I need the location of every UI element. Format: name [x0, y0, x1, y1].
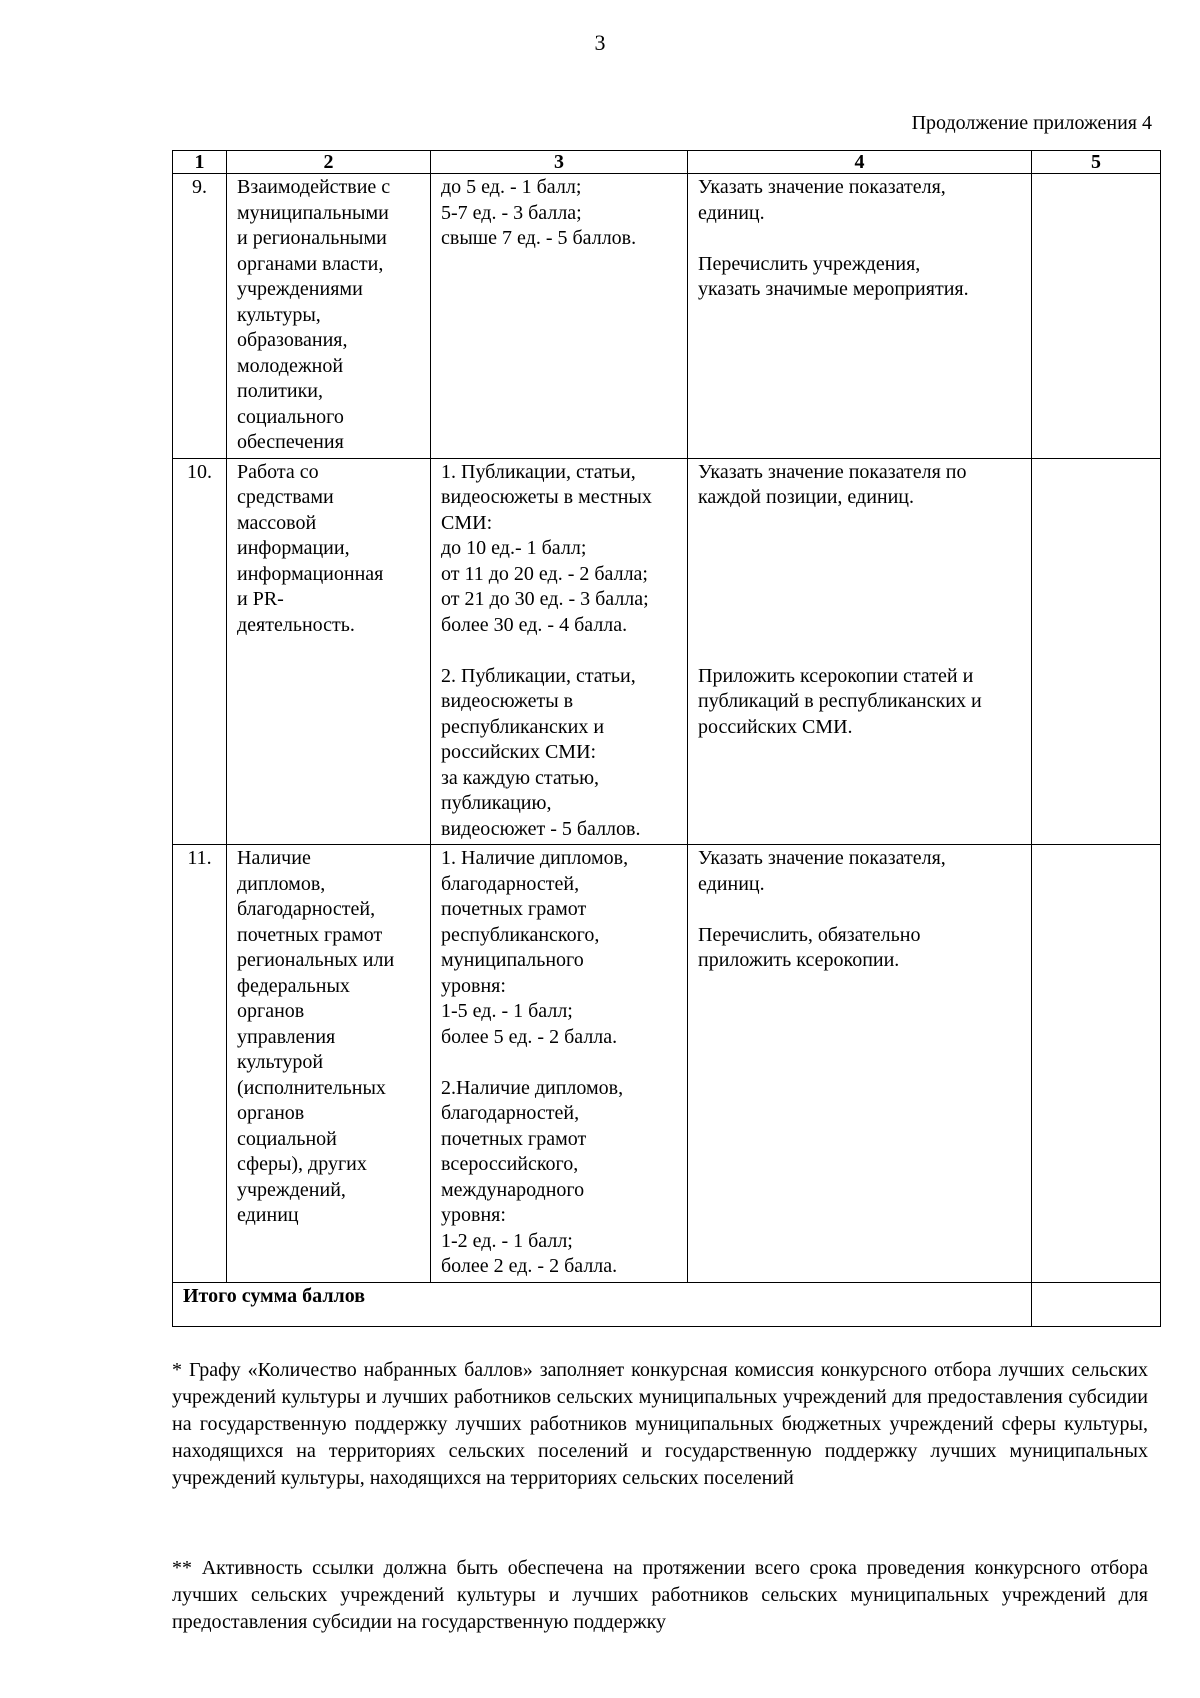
criterion-line: молодежной — [237, 354, 344, 377]
scoring-line: республиканских и — [441, 715, 605, 738]
criterion-line: управления — [237, 1025, 336, 1048]
instructions-line: указать значимые мероприятия. — [698, 278, 969, 300]
scoring-line: 2. Публикации, статьи, — [441, 664, 636, 687]
scoring-line: 5-7 ед. - 3 балла; — [441, 201, 582, 224]
scoring-line: уровня: — [441, 1204, 506, 1226]
criterion-line: образования, — [237, 329, 348, 351]
instructions-line: единиц. — [698, 872, 765, 895]
scoring-line: 1. Публикации, статьи, — [441, 460, 636, 483]
score-cell — [1032, 845, 1161, 1283]
line-gap — [698, 536, 1021, 562]
instructions-line: Указать значение показателя, — [698, 847, 946, 869]
criterion-line: Наличие — [237, 847, 311, 869]
criterion-line: единиц — [237, 1204, 299, 1226]
scoring-line: от 11 до 20 ед. - 2 балла; — [441, 562, 648, 585]
footnote-link-activity: ** Активность ссылки должна быть обеспечена на протяжении всего срока проведения конкурсного отбора лучших сельских учреждений культуры и лучших работников сельских муниципальных учреждений для предоставления субсидии на государственную поддержку — [172, 1557, 1148, 1633]
criterion-line: муниципальными — [237, 201, 389, 224]
instructions-cell — [688, 458, 1032, 845]
instructions-line: каждой позиции, единиц. — [698, 486, 915, 508]
instructions-line: Приложить ксерокопии статей и — [698, 664, 974, 687]
criterion-line: Работа со — [237, 460, 319, 483]
criterion-line: федеральных — [237, 974, 350, 997]
scoring-line: муниципального — [441, 949, 584, 971]
total-row — [173, 1282, 1161, 1326]
criterion-line: почетных грамот — [237, 923, 383, 946]
criterion-line: (исполнительных — [237, 1076, 386, 1099]
instructions-line: публикаций в республиканских и — [698, 690, 982, 712]
table-row — [173, 458, 1161, 845]
row-number: 11. — [173, 845, 227, 1283]
table-row — [173, 174, 1161, 459]
column-header: 3 — [431, 151, 688, 174]
scoring-line: более 2 ед. - 2 балла. — [441, 1255, 618, 1277]
row-number: 10. — [173, 458, 227, 845]
line-gap — [698, 562, 1021, 588]
scoring-line: уровня: — [441, 974, 506, 997]
instructions-line: Указать значение показателя по — [698, 460, 967, 483]
criterion-line: учреждениями — [237, 278, 363, 300]
page-number: 3 — [594, 30, 606, 55]
instructions-line: Перечислить, обязательно — [698, 923, 921, 946]
instructions-line: Указать значение показателя, — [698, 176, 946, 198]
scoring-line: СМИ: — [441, 511, 493, 534]
criterion-line: информационная — [237, 562, 384, 585]
scoring-line: благодарностей, — [441, 1102, 580, 1124]
line-gap — [441, 1050, 677, 1076]
criterion-line: органов — [237, 1102, 305, 1124]
criterion-line: региональных или — [237, 949, 395, 971]
criterion-line: политики, — [237, 380, 323, 402]
instructions-line: единиц. — [698, 201, 765, 224]
line-gap — [698, 638, 1021, 664]
score-cell — [1032, 458, 1161, 845]
scoring-line: более 5 ед. - 2 балла. — [441, 1025, 618, 1048]
scoring-line: 2.Наличие дипломов, — [441, 1076, 624, 1099]
scoring-line: 1-2 ед. - 1 балл; — [441, 1229, 573, 1252]
scoring-line: российских СМИ: — [441, 741, 597, 763]
instructions-cell — [688, 845, 1032, 1283]
criterion-line: информации, — [237, 537, 350, 559]
criterion-line: культурой — [237, 1051, 324, 1073]
scoring-line: до 10 ед.- 1 балл; — [441, 537, 587, 559]
scoring-line: почетных грамот — [441, 1127, 587, 1150]
line-gap — [698, 226, 1021, 252]
column-header: 5 — [1032, 151, 1161, 174]
criterion-line: социальной — [237, 1127, 337, 1150]
criteria-table — [172, 150, 1161, 1327]
scoring-cell — [431, 845, 688, 1283]
criterion-line: массовой — [237, 511, 317, 534]
scoring-line: до 5 ед. - 1 балл; — [441, 176, 582, 198]
criterion-line: учреждений, — [237, 1178, 346, 1201]
column-header: 2 — [227, 151, 431, 174]
criterion-line: и PR- — [237, 588, 284, 610]
criterion-line: дипломов, — [237, 872, 326, 895]
row-number: 9. — [173, 174, 227, 459]
scoring-cell — [431, 174, 688, 459]
scoring-line: публикацию, — [441, 792, 552, 814]
criterion-line: средствами — [237, 486, 334, 508]
scoring-line: международного — [441, 1178, 585, 1201]
scoring-line: более 30 ед. - 4 балла. — [441, 613, 628, 636]
table-header-row — [173, 151, 1161, 174]
criterion-line: социального — [237, 405, 344, 428]
instructions-line: приложить ксерокопии. — [698, 949, 900, 971]
table-row — [173, 845, 1161, 1283]
scoring-line: видеосюжет - 5 баллов. — [441, 817, 641, 840]
criterion-cell — [227, 845, 431, 1283]
criterion-line: культуры, — [237, 303, 321, 326]
column-header: 4 — [688, 151, 1032, 174]
footnote-scoring-commission: * Графу «Количество набранных баллов» заполняет конкурсная комиссия конкурсного отбора лучших сельских учреждений культуры и лучших работников сельских муниципальных учреждений для предоставления субсидии на государственную поддержку лучших работников муниципальных бюджетных учреждений сферы культуры, находящихся на территориях сельских поселений и государственную поддержку лучших муниципальных учреждений культуры, находящихся на территориях сельских поселений — [172, 1359, 1148, 1489]
instructions-cell — [688, 174, 1032, 459]
criterion-line: Взаимодействие с — [237, 176, 391, 198]
line-gap — [698, 587, 1021, 613]
scoring-line: всероссийского, — [441, 1153, 579, 1175]
criterion-line: органов — [237, 1000, 305, 1022]
criterion-line: деятельность. — [237, 613, 355, 636]
scoring-cell — [431, 458, 688, 845]
total-label: Итого сумма баллов — [173, 1282, 1032, 1326]
line-gap — [441, 638, 677, 664]
criterion-line: обеспечения — [237, 431, 344, 453]
line-gap — [698, 613, 1021, 639]
instructions-line: Перечислить учреждения, — [698, 252, 921, 275]
instructions-line: российских СМИ. — [698, 715, 853, 738]
scoring-line: республиканского, — [441, 923, 600, 946]
criterion-line: органами власти, — [237, 252, 384, 275]
score-cell — [1032, 174, 1161, 459]
criterion-cell — [227, 458, 431, 845]
scoring-line: 1-5 ед. - 1 балл; — [441, 1000, 573, 1022]
criterion-line: благодарностей, — [237, 898, 376, 920]
scoring-line: за каждую статью, — [441, 766, 600, 789]
scoring-line: почетных грамот — [441, 898, 587, 920]
criterion-cell — [227, 174, 431, 459]
scoring-line: 1. Наличие дипломов, — [441, 847, 629, 869]
line-gap — [698, 511, 1021, 537]
scoring-line: от 21 до 30 ед. - 3 балла; — [441, 588, 649, 610]
scoring-line: свыше 7 ед. - 5 баллов. — [441, 227, 637, 249]
criterion-line: сферы), других — [237, 1153, 367, 1175]
criterion-line: и региональными — [237, 227, 387, 249]
appendix-continuation-label: Продолжение приложения 4 — [911, 112, 1152, 134]
scoring-line: благодарностей, — [441, 872, 580, 895]
column-header: 1 — [173, 151, 227, 174]
line-gap — [698, 897, 1021, 923]
total-score-cell — [1032, 1282, 1161, 1326]
scoring-line: видеосюжеты в — [441, 690, 574, 712]
scoring-line: видеосюжеты в местных — [441, 486, 652, 508]
